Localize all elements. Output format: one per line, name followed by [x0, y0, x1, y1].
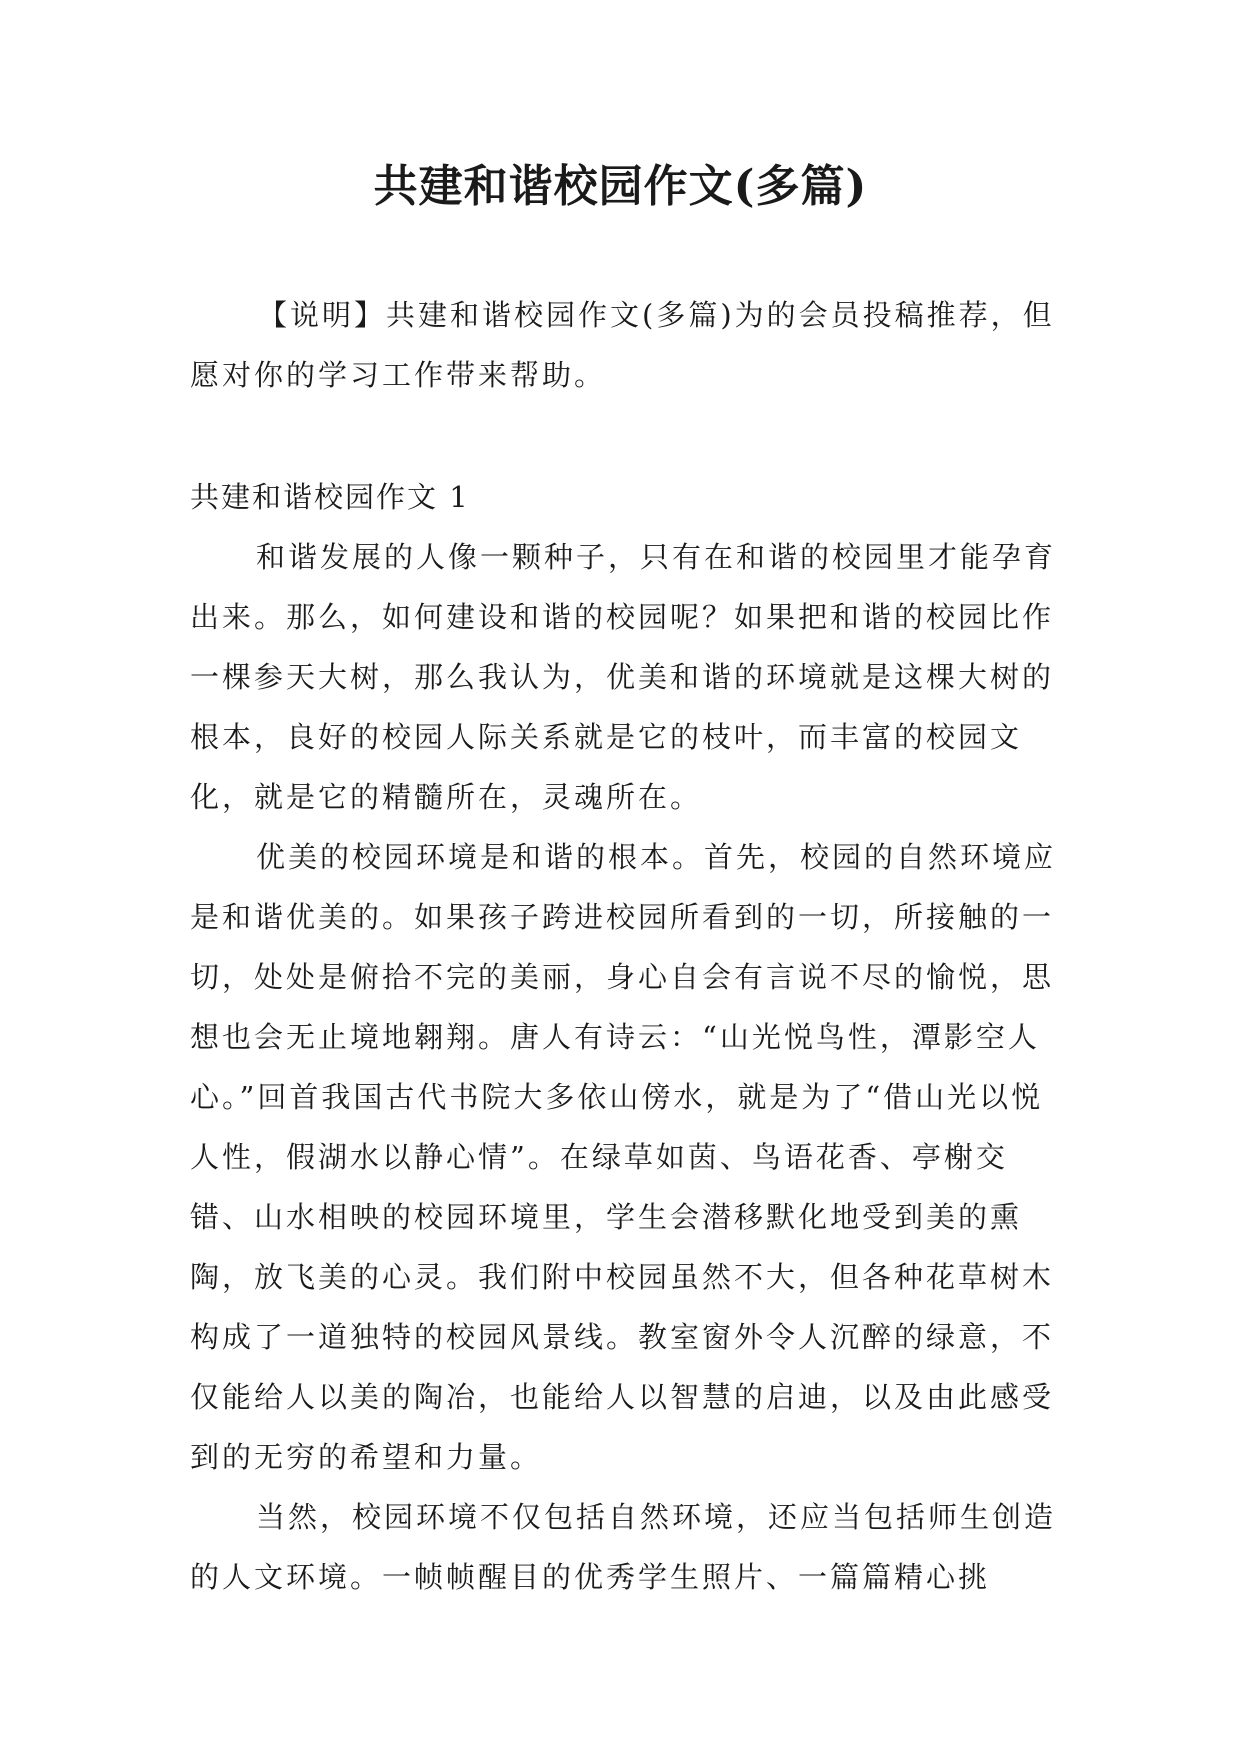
document-title: 共建和谐校园作文(多篇)	[373, 161, 868, 212]
body-paragraph: 和谐发展的人像一颗种子，只有在和谐的校园里才能孕育出来。那么，如何建设和谐的校园呢？如果把和谐的校园比作一棵参天大树，那么我认为，优美和谐的环境就是这棵大树的根本，良好的校园人际关系就是它的枝叶，而丰富的校园文化，就是它的精髓所在，灵魂所在。	[190, 540, 1057, 814]
section-heading: 共建和谐校园作文 1	[190, 480, 470, 514]
intro-paragraph: 【说明】共建和谐校园作文(多篇)为的会员投稿推荐，但愿对你的学习工作带来帮助。	[190, 298, 1055, 392]
body-paragraph: 当然，校园环境不仅包括自然环境，还应当包括师生创造的人文环境。一帧帧醒目的优秀学生照片、一篇篇精心挑	[190, 1500, 1057, 1594]
body-paragraph: 优美的校园环境是和谐的根本。首先，校园的自然环境应是和谐优美的。如果孩子跨进校园所看到的一切，所接触的一切，处处是俯拾不完的美丽，身心自会有言说不尽的愉悦，思想也会无止境地翱翔。唐人有诗云：“山光悦鸟性，潭影空人心。”回首我国古代书院大多依山傍水，就是为了“借山光以悦人性，假湖水以静心情”。在绿草如茵、鸟语花香、亭榭交错、山水相映的校园环境里，学生会潜移默化地受到美的熏陶，放飞美的心灵。我们附中校园虽然不大，但各种花草树木构成了一道独特的校园风景线。教室窗外令人沉醉的绿意，不仅能给人以美的陶冶，也能给人以智慧的启迪，以及由此感受到的无穷的希望和力量。	[190, 840, 1057, 1474]
document-body	[190, 285, 1060, 1607]
